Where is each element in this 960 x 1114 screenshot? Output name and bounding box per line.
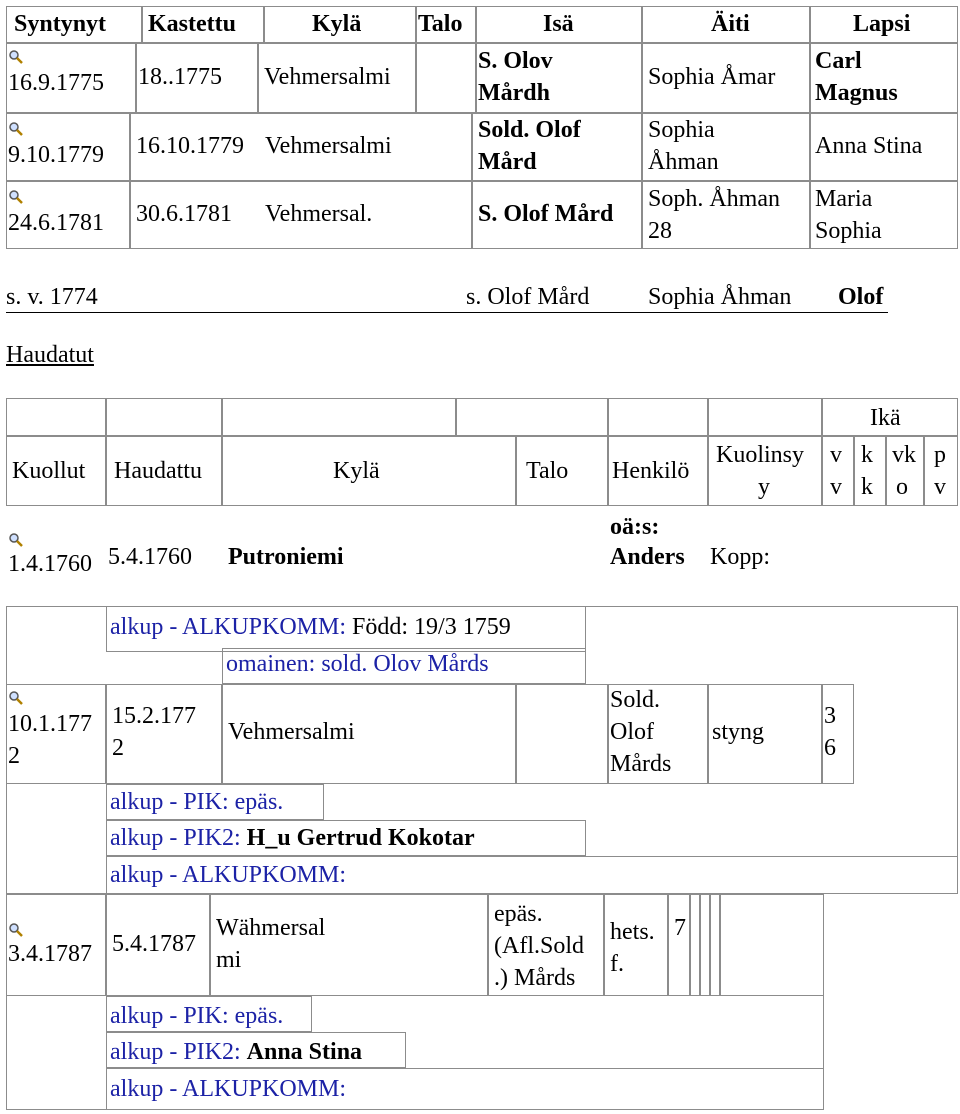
header-village: Kylä [312, 11, 362, 37]
pik-text: epäs. [234, 789, 284, 815]
died-date: 2 [8, 743, 20, 769]
relative-label: omainen: [226, 651, 316, 677]
father: S. Olof Mård [478, 201, 614, 227]
buried-date: 5.4.1760 [108, 544, 192, 570]
header-age-p: v [934, 474, 946, 500]
village: Vehmersalmi [228, 719, 355, 745]
person: Sold. [610, 687, 661, 713]
buried-date: 2 [112, 735, 124, 761]
buried-date: 5.4.1787 [112, 931, 196, 957]
village: Vehmersalmi [264, 64, 391, 90]
origin-comment-2 [110, 857, 346, 893]
pik2-label: alkup - PIK2: [110, 825, 241, 851]
pik-label: alkup - PIK: [110, 789, 229, 815]
header-baptized: Kastettu [148, 11, 236, 37]
magnifier-icon[interactable] [8, 121, 24, 137]
pik-note [110, 784, 283, 820]
origin-comment-label: alkup - ALKUPKOMM: [110, 862, 347, 888]
child: Carl [815, 48, 862, 74]
buried-date: 15.2.177 [112, 703, 196, 729]
header-cause: Kuolinsy [716, 442, 805, 468]
extra-date: s. v. 1774 [6, 284, 98, 310]
origin-comment-label: alkup - ALKUPKOMM: [110, 614, 347, 640]
died-date: 3.4.1787 [8, 941, 92, 967]
cause: f. [610, 951, 624, 977]
pik2-text: H_u Gertrud Kokotar [246, 825, 475, 851]
age-value: 6 [824, 735, 836, 761]
pik-text: epäs. [234, 1003, 284, 1029]
person: (Afl.Sold [494, 933, 584, 959]
father: Mård [478, 149, 537, 175]
origin-comment-text: Född: 19/3 1759 [352, 614, 511, 640]
pik-note [110, 998, 283, 1034]
child: Magnus [815, 80, 898, 106]
person: oä:s: [610, 514, 660, 540]
child: Maria [815, 186, 873, 212]
relative-note [226, 646, 489, 682]
magnifier-icon[interactable] [8, 532, 24, 548]
mother: Åhman [648, 149, 719, 175]
child: Sophia [815, 218, 882, 244]
baptized-date: 18..1775 [138, 64, 222, 90]
born-date: 16.9.1775 [8, 70, 104, 96]
pik-label: alkup - PIK: [110, 1003, 229, 1029]
extra-mother: Sophia Åhman [648, 284, 792, 310]
header-age-k: k [861, 442, 873, 468]
child: Anna Stina [815, 133, 923, 159]
origin-comment-label: alkup - ALKUPKOMM: [110, 1076, 347, 1102]
cause: Kopp: [710, 544, 770, 570]
origin-comment [110, 609, 511, 645]
magnifier-icon[interactable] [8, 189, 24, 205]
pik2-note [110, 820, 475, 856]
relative-text: sold. Olov Mårds [321, 651, 489, 677]
extra-father: s. Olof Mård [466, 284, 590, 310]
header-buried: Haudattu [114, 458, 202, 484]
mother: Sophia [648, 117, 715, 143]
mother: Soph. Åhman [648, 186, 780, 212]
mother: 28 [648, 218, 672, 244]
person: Anders [610, 544, 685, 570]
origin-comment [110, 1071, 346, 1107]
header-age-p: p [934, 442, 946, 468]
person: Mårds [610, 751, 672, 777]
header-child: Lapsi [853, 11, 911, 37]
header-house: Talo [526, 458, 569, 484]
age-header: Ikä [870, 405, 901, 431]
header-age-v: v [830, 442, 842, 468]
pik2-note [110, 1034, 362, 1070]
header-age-k: k [861, 474, 873, 500]
header-village: Kylä [333, 458, 380, 484]
header-died: Kuollut [12, 458, 86, 484]
burials-heading[interactable]: Haudatut [6, 342, 94, 368]
magnifier-icon[interactable] [8, 690, 24, 706]
father: Mårdh [478, 80, 550, 106]
magnifier-icon[interactable] [8, 49, 24, 65]
header-age-vk: o [896, 474, 908, 500]
village: mi [216, 947, 242, 973]
person: epäs. [494, 901, 543, 927]
header-cause: y [758, 474, 770, 500]
father: S. Olov [478, 48, 553, 74]
father: Sold. Olof [478, 117, 581, 143]
header-age-v: v [830, 474, 842, 500]
baptized-date: 30.6.1781 [136, 201, 232, 227]
village: Putroniemi [228, 544, 344, 570]
header-born: Syntynyt [14, 11, 107, 37]
died-date: 10.1.177 [8, 711, 92, 737]
village: Vehmersalmi [265, 133, 392, 159]
header-person: Henkilö [612, 458, 690, 484]
magnifier-icon[interactable] [8, 922, 24, 938]
header-mother: Äiti [711, 11, 750, 37]
person: .) Mårds [494, 965, 576, 991]
died-date: 1.4.1760 [8, 551, 92, 577]
mother: Sophia Åmar [648, 64, 776, 90]
pik2-label: alkup - PIK2: [110, 1039, 241, 1065]
extra-child: Olof [838, 284, 884, 310]
header-house: Talo [418, 11, 463, 37]
age-value: 7 [674, 915, 686, 941]
pik2-text: Anna Stina [246, 1039, 363, 1065]
header-father: Isä [543, 11, 574, 37]
village: Vehmersal. [265, 201, 373, 227]
person: Olof [610, 719, 654, 745]
cause: hets. [610, 919, 655, 945]
cause: styng [712, 719, 765, 745]
header-age-vk: vk [892, 442, 916, 468]
age-value: 3 [824, 703, 836, 729]
village: Wähmersal [216, 915, 326, 941]
born-date: 24.6.1781 [8, 210, 104, 236]
born-date: 9.10.1779 [8, 142, 104, 168]
baptized-date: 16.10.1779 [136, 133, 244, 159]
